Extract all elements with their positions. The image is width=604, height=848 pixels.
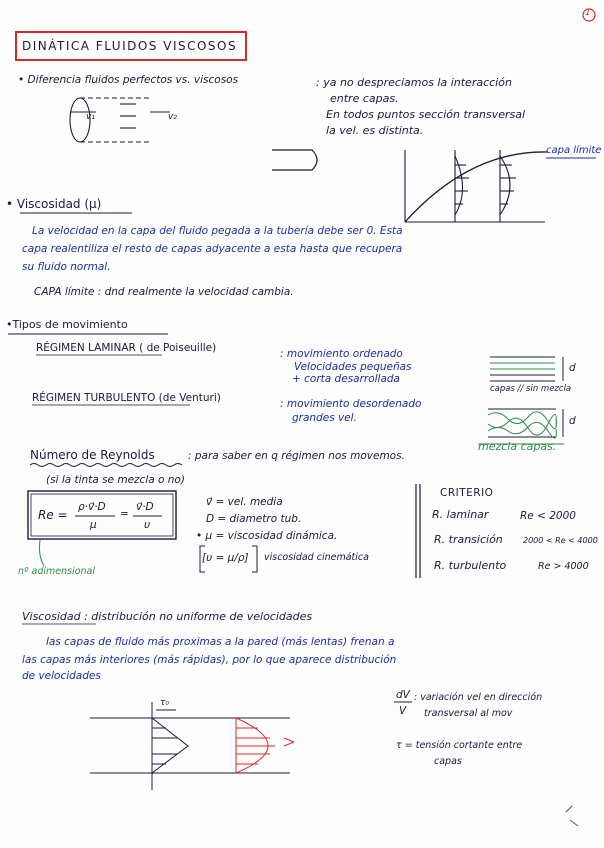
intro-line4: la vel. es distinta. [326, 124, 424, 137]
pipe-sketch [70, 98, 170, 142]
reynolds-underline [30, 464, 182, 467]
bracket-sketch [272, 150, 317, 170]
var-nu-eq: [υ = μ/ρ] [202, 552, 249, 564]
page-title: DINÁTICA FLUIDOS VISCOSOS [22, 39, 238, 53]
tau-zero-label: τ₀ [160, 698, 170, 708]
dv-num: dV [396, 689, 410, 701]
boundary-layer-sketch [405, 150, 548, 222]
laminar-desc2: Velocidades pequeñas [294, 361, 412, 373]
laminar-flow-sketch [490, 357, 563, 381]
intro-line3: En todos puntos sección transversal [326, 108, 526, 121]
v1-label: v₁ [86, 112, 95, 122]
mezcla-caption: mezcla capas. [478, 440, 557, 453]
page-number: 1 [585, 8, 591, 18]
crit2-label: R. transición [434, 533, 503, 546]
var-v: v⃗ = vel. media [206, 496, 283, 508]
capa-limite-def: CAPA límite : dnd realmente la velocidad cambia. [34, 286, 294, 298]
turbulento-desc2: grandes vel. [292, 412, 357, 424]
adimensional-label: nº adimensional [18, 566, 96, 577]
distribucion-heading: Viscosidad : distribución no uniforme de velocidades [22, 610, 313, 623]
viscosidad-heading: • Viscosidad (μ) [6, 197, 102, 211]
corner-mark [566, 806, 578, 826]
reynolds-heading: Número de Reynolds [30, 448, 155, 462]
formula-num1: ρ·v⃗·D [78, 501, 106, 513]
intro-bullet: • Diferencia fluidos perfectos vs. viscosos [18, 74, 239, 86]
formula-lhs: Re = [38, 508, 68, 522]
reynolds-desc: : para saber en q régimen nos movemos. [188, 450, 405, 462]
tipos-heading: •Tipos de movimiento [6, 318, 128, 331]
intro-line2: entre capas. [330, 92, 399, 105]
turbulento-desc1: : movimiento desordenado [280, 398, 422, 410]
dv-desc1: : variación vel en dirección [414, 692, 543, 703]
distribucion-p3: de velocidades [22, 670, 101, 682]
dv-desc2: transversal al mov [424, 708, 513, 719]
v2-label: v₂ [168, 112, 177, 122]
capa-limite-label: capa límite [546, 145, 602, 156]
adimensional-arrow [40, 540, 45, 566]
capas-caption: capas // sin mezcla [490, 384, 572, 394]
turbulento-label: RÉGIMEN TURBULENTO (de Venturi) [32, 392, 221, 404]
distribucion-p2: las capas más interiores (más rápidas), por lo que aparece distribución [22, 654, 397, 666]
laminar-desc3: + corta desarrollada [292, 373, 400, 385]
formula-num2: v⃗·D [136, 501, 154, 513]
crit3-label: R. turbulento [434, 559, 507, 572]
intro-line1: : ya no despreciamos la interacción [316, 76, 512, 89]
laminar-d-label: d [569, 362, 576, 374]
crit1-value: Re < 2000 [520, 510, 576, 522]
formula-den2: υ [144, 519, 151, 531]
viscosidad-p2: capa realentiliza el resto de capas adyacente a esta hasta que recupera [22, 243, 403, 255]
crit3-value: Re > 4000 [538, 561, 589, 572]
var-mu: • μ = viscosidad dinámica. [196, 530, 338, 542]
viscosidad-p1: La velocidad en la capa del fluido pegada a la tubería debe ser 0. Esta [32, 225, 403, 237]
crit1-label: R. laminar [432, 508, 489, 521]
crit2-value: 2000 < Re < 4000 [523, 536, 598, 545]
dv-den: V [399, 705, 407, 717]
viscosidad-p3: su fluido normal. [22, 261, 111, 273]
criterio-title: CRITERIO [440, 487, 494, 499]
var-nu-desc: viscosidad cinemática [264, 552, 369, 563]
tau-desc2: capas [434, 756, 462, 767]
formula-eq: = [120, 508, 129, 520]
distribucion-p1: las capas de fluido más proximas a la pared (más lentas) frenan a [46, 636, 395, 648]
reynolds-note: (si la tinta se mezcla o no) [46, 474, 185, 486]
formula-den1: μ [90, 519, 97, 531]
laminar-desc1: : movimiento ordenado [280, 348, 403, 360]
turbulent-flow-sketch [488, 409, 563, 438]
laminar-label: RÉGIMEN LAMINAR ( de Poiseuille) [36, 342, 217, 354]
turbulent-d-label: d [569, 415, 576, 427]
var-d: D = diametro tub. [206, 513, 302, 525]
tau-desc: τ = tensión cortante entre [396, 740, 523, 751]
velocity-profile-sketch [90, 702, 294, 790]
